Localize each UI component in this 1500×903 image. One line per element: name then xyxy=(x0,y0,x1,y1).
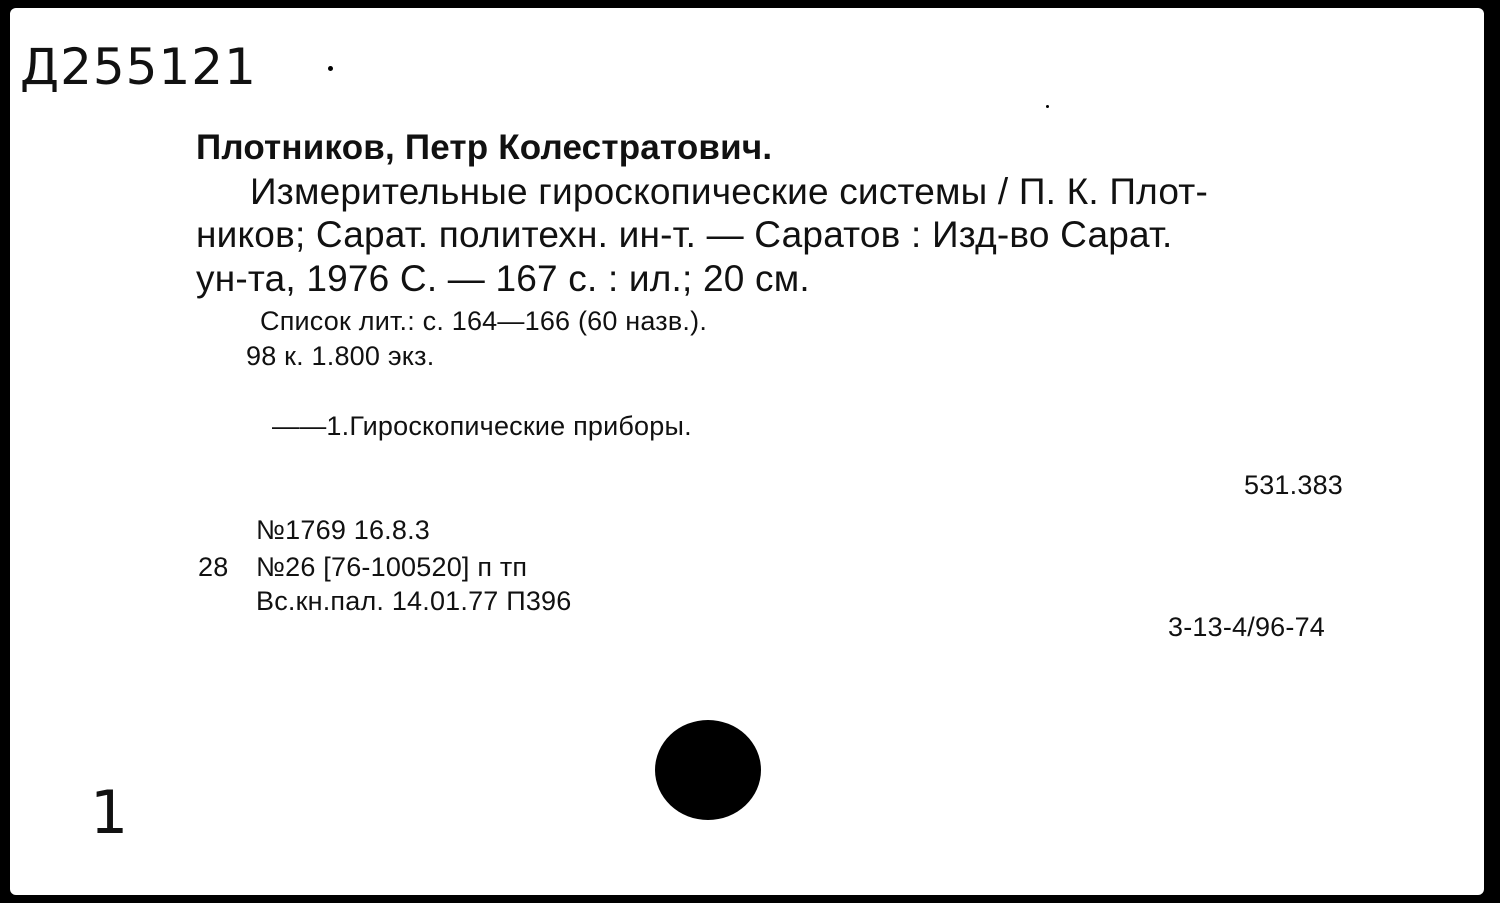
registration-prefix: 28 xyxy=(198,552,229,582)
catalog-card xyxy=(10,8,1484,895)
ink-dot xyxy=(328,66,333,71)
title-line-1: Измерительные гироскопические системы / П. К. Плот- xyxy=(250,171,1208,212)
ink-dot xyxy=(1046,105,1049,108)
author-heading: Плотников, Петр Колестратович. xyxy=(196,128,773,167)
registration-line-2: №26 [76-100520] п тп xyxy=(256,552,528,582)
registration-line-1: №1769 16.8.3 xyxy=(256,515,430,545)
title-line-2: ников; Сарат. политехн. ин-т. — Саратов : Изд-во Сарат. xyxy=(196,214,1173,255)
handwritten-mark: 1 xyxy=(90,778,130,848)
note-bibliography: Список лит.: с. 164—166 (60 назв.). xyxy=(260,306,708,336)
subject-heading: ——1.Гироскопические приборы. xyxy=(272,411,692,441)
call-number: Д255121 xyxy=(20,38,257,96)
punch-hole xyxy=(655,720,761,820)
note-price-print-run: 98 к. 1.800 экз. xyxy=(246,341,435,371)
udc-number: 531.383 xyxy=(1244,470,1343,500)
catalog-code: 3-13-4/96-74 xyxy=(1168,612,1326,642)
registration-line-3: Вс.кн.пал. 14.01.77 П396 xyxy=(256,586,572,616)
title-line-3: ун-та, 1976 С. — 167 с. : ил.; 20 см. xyxy=(196,258,810,299)
